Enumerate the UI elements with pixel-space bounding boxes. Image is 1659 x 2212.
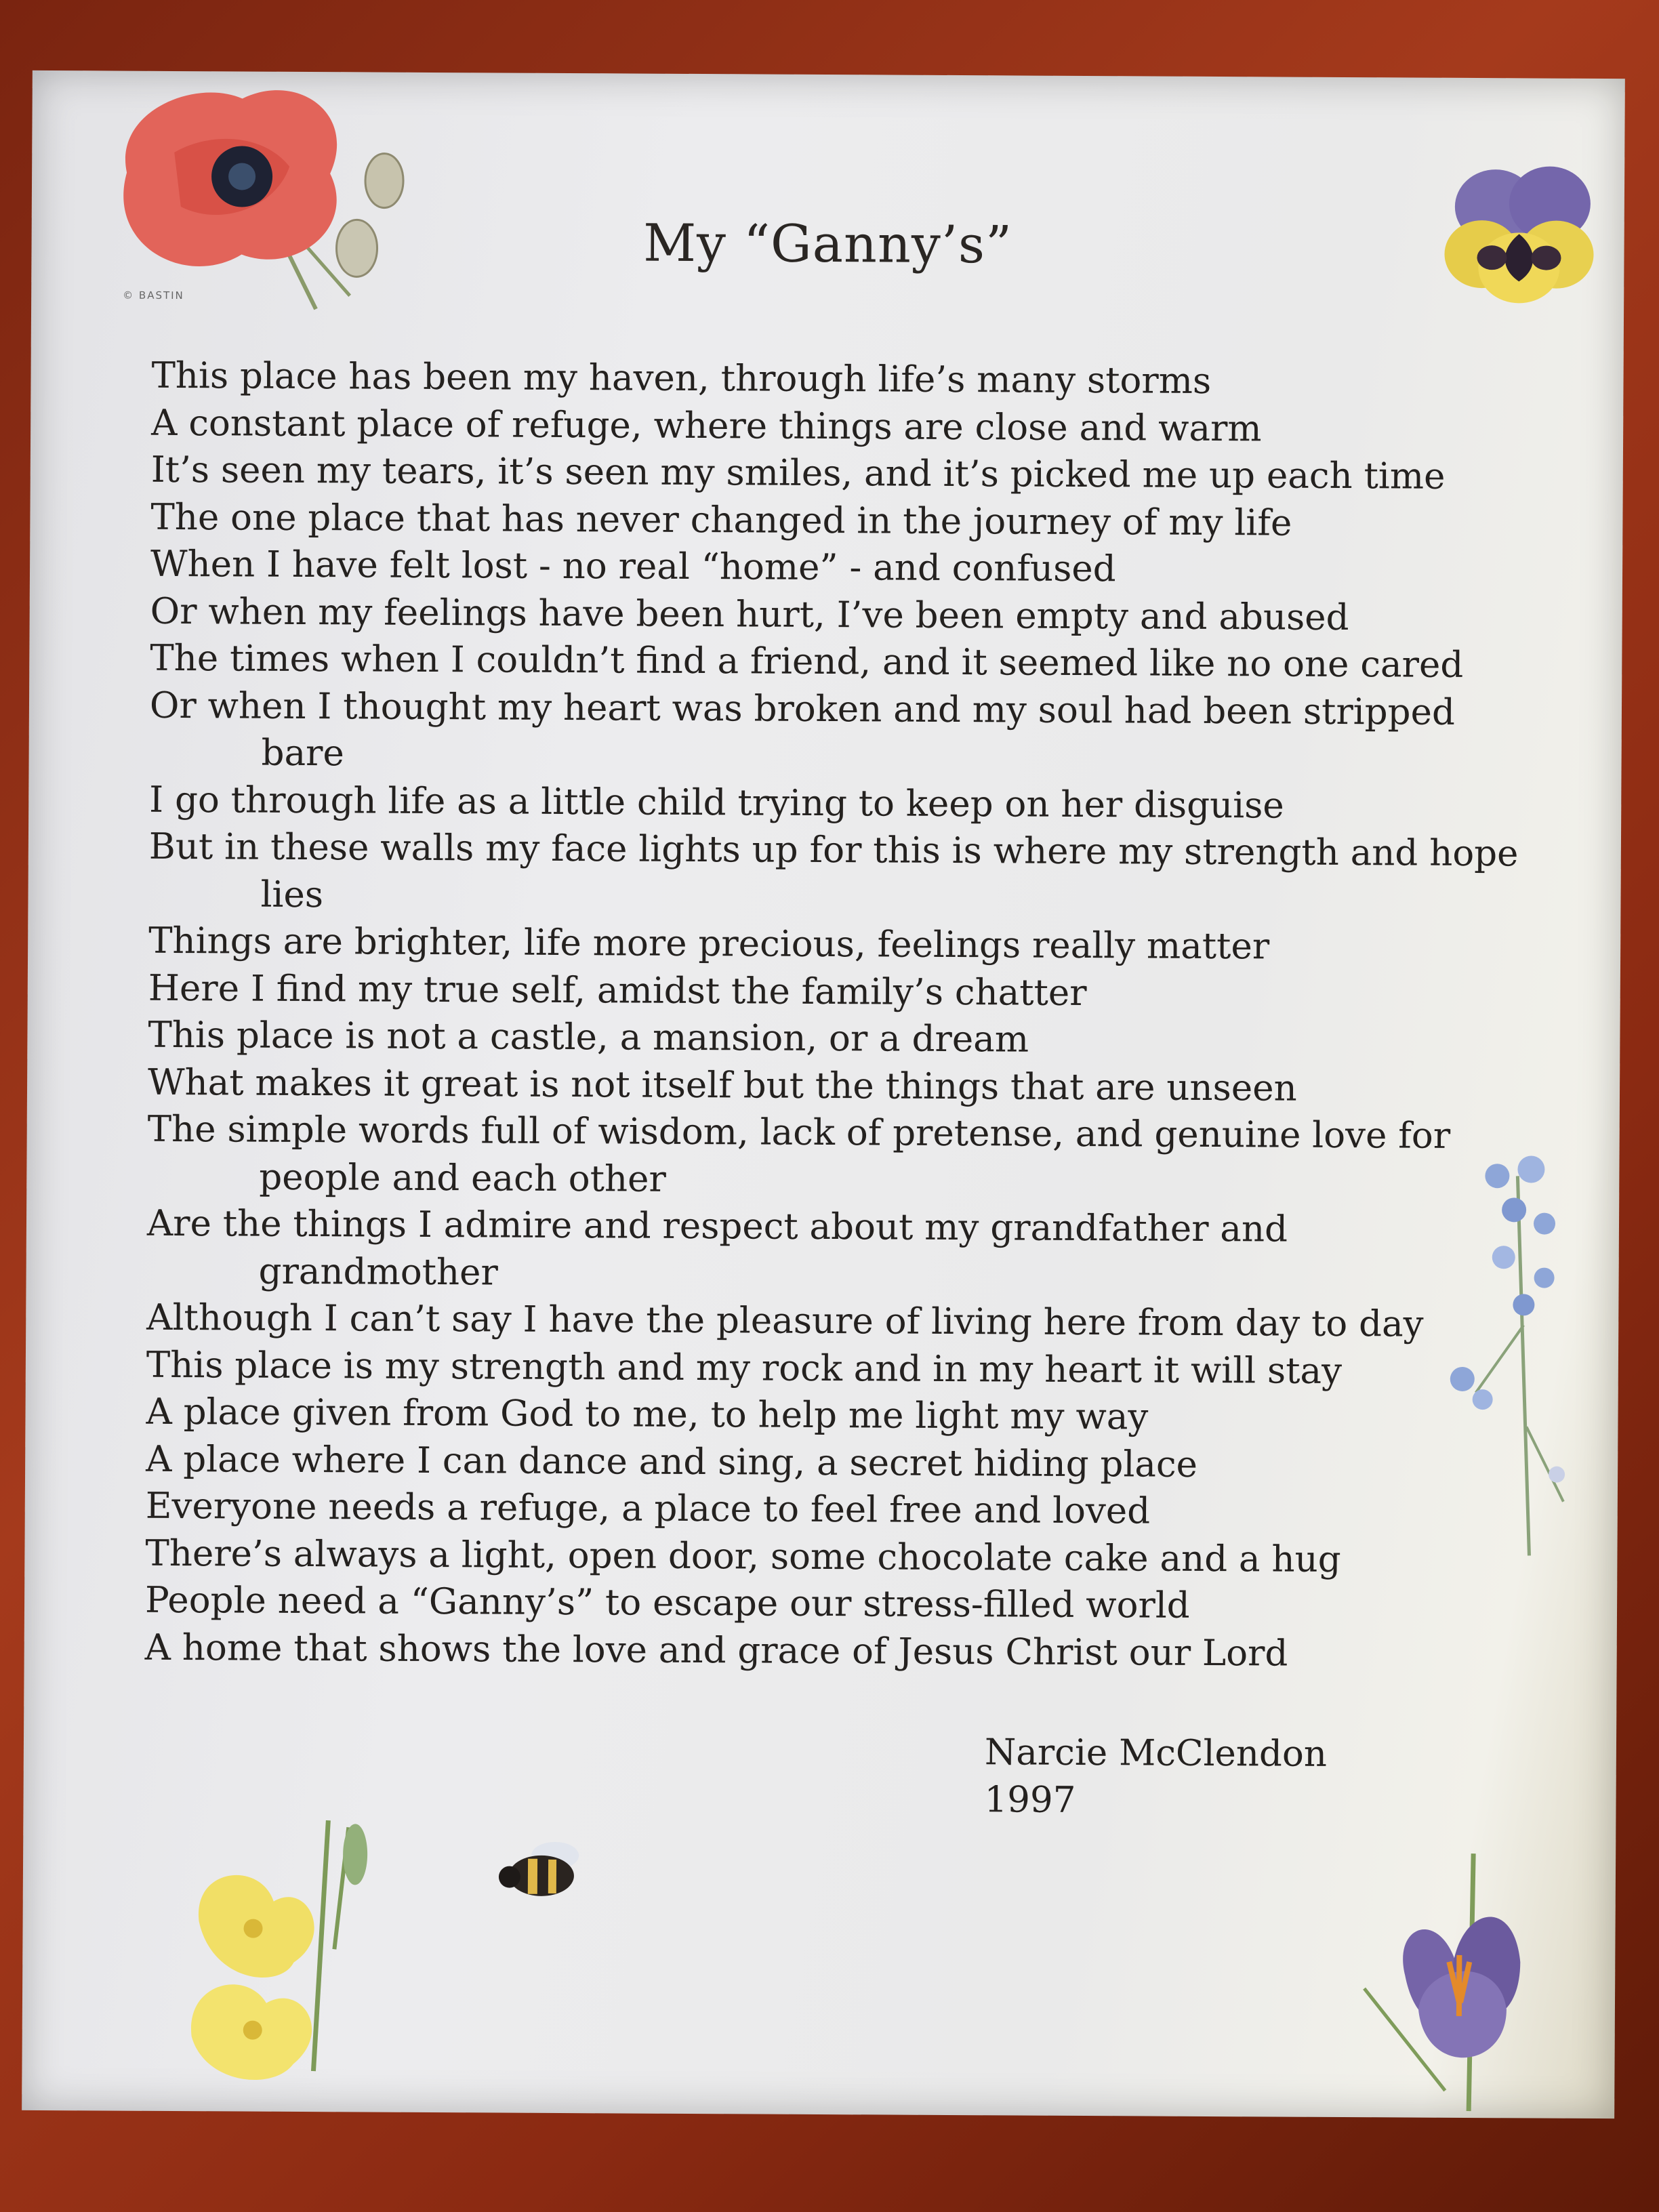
poem-line: But in these walls my face lights up for this is where my strength and hope: [148, 825, 1519, 875]
poem-line: The simple words full of wisdom, lack of pretense, and genuine love for: [147, 1108, 1451, 1157]
poem-title: My “Ganny’s”: [643, 212, 1013, 275]
poem-line: Things are brighter, life more precious, feelings really matter: [148, 920, 1270, 968]
poem-sheet: [22, 70, 1625, 2118]
poem-line: This place has been my haven, through life’s many storms: [151, 354, 1212, 402]
poem-line: It’s seen my tears, it’s seen my smiles, and it’s picked me up each time: [150, 449, 1446, 497]
crocus-sticker-icon: [1350, 1853, 1568, 2125]
poem-line: I go through life as a little child trying to keep on her disguise: [149, 779, 1284, 827]
poem-line-continuation: lies: [260, 874, 324, 916]
poem-line-continuation: bare: [261, 732, 345, 775]
author-name: Narcie McClendon: [984, 1732, 1328, 1775]
poem-line: Or when I thought my heart was broken and my soul had been stripped: [149, 684, 1456, 733]
poem-line: Or when my feelings have been hurt, I’ve been empty and abused: [150, 590, 1349, 638]
poem-line: What makes it great is not itself but the things that are unseen: [147, 1061, 1297, 1109]
poem-line-continuation: people and each other: [259, 1156, 666, 1200]
signature-block: [984, 1729, 1327, 1826]
poem-year: 1997: [984, 1779, 1076, 1821]
poppy-sticker-icon: [72, 70, 426, 316]
poem-line: A place given from God to me, to help me light my way: [146, 1391, 1149, 1438]
bumblebee-sticker-icon: [491, 1835, 593, 1910]
poem-line: The times when I couldn’t find a friend, and it seemed like no one cared: [150, 637, 1464, 686]
poem-body: [145, 352, 1575, 1679]
poem-line: This place is not a castle, a mansion, or a dream: [148, 1014, 1029, 1061]
poem-line: Here I find my true self, amidst the family’s chatter: [148, 967, 1087, 1014]
poem-line: When I have felt lost - no real “home” - and confused: [150, 543, 1116, 590]
poem-line: There’s always a light, open door, some chocolate cake and a hug: [145, 1532, 1341, 1580]
poem-line: Are the things I admire and respect about my grandfather and: [146, 1202, 1288, 1250]
poem-line: Although I can’t say I have the pleasure of living here from day to day: [146, 1296, 1424, 1345]
poem-line: A place where I can dance and sing, a secret hiding place: [146, 1438, 1198, 1486]
primrose-sticker-icon: [178, 1813, 423, 2099]
poem-line: A home that shows the love and grace of Jesus Christ our Lord: [144, 1626, 1288, 1675]
poem-line: This place is my strength and my rock and in my heart it will stay: [146, 1344, 1343, 1392]
poem-line: A constant place of refuge, where things are close and warm: [151, 402, 1262, 449]
poem-line: People need a “Ganny’s” to escape our stress-filled world: [144, 1579, 1190, 1626]
sticker-credit: © BASTIN: [123, 289, 184, 302]
poem-line: Everyone needs a refuge, a place to feel free and loved: [145, 1485, 1151, 1532]
poem-line-continuation: grandmother: [258, 1250, 499, 1293]
poem-line: The one place that has never changed in the journey of my life: [150, 496, 1292, 544]
